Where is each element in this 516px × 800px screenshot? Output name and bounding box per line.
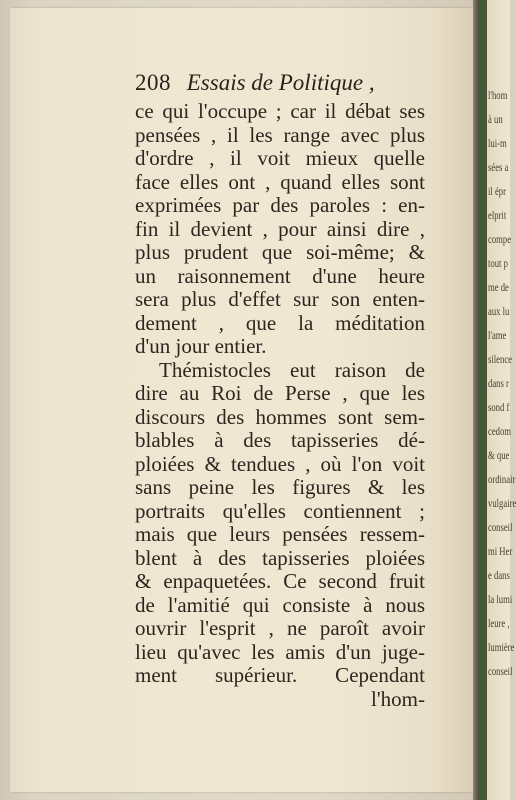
adjacent-page-fragment: e dans xyxy=(488,568,510,582)
adjacent-page-fragment: sées a xyxy=(488,160,509,174)
body-line: blables à des tapisseries dé- xyxy=(135,428,425,452)
body-line: d'ordre , il voit mieux quelle xyxy=(135,146,425,170)
adjacent-page-fragment: silence xyxy=(488,352,512,366)
body-line: lieu qu'avec les amis d'un juge- xyxy=(135,639,425,664)
body-line: pensées , il les range avec plus xyxy=(135,122,425,147)
text-block xyxy=(135,68,425,711)
body-line: face elles ont , quand elles sont xyxy=(135,169,425,194)
adjacent-page-fragment: compe xyxy=(488,232,512,246)
body-line: ouvrir l'esprit , ne paroît avoir xyxy=(135,616,425,640)
adjacent-page-fragment: conseil xyxy=(488,664,513,678)
body-line: d'un jour entier. xyxy=(135,334,267,358)
book-page xyxy=(10,8,473,792)
adjacent-page-fragment: mi Her xyxy=(488,544,513,558)
running-title: Essais de Politique , xyxy=(186,70,375,95)
body-line: ploiées & tendues , où l'on voit xyxy=(135,451,425,476)
body-line: dire au Roi de Perse , que les xyxy=(135,381,425,405)
body-line: un raisonnement d'une heure xyxy=(135,263,425,288)
adjacent-page-fragment: à un xyxy=(488,112,503,126)
adjacent-page-fragment: la lumi xyxy=(488,592,513,606)
body-line: fin il devient , pour ainsi dire , xyxy=(135,216,425,241)
adjacent-page-fragment: me de xyxy=(488,280,509,294)
adjacent-page-fragment: dans r xyxy=(488,376,509,390)
body-line: Thémistocles eut raison de xyxy=(159,357,425,382)
running-header xyxy=(135,68,425,98)
body-line: sera plus d'effet sur son enten- xyxy=(135,287,425,311)
body-line: exprimées par des paroles : en- xyxy=(135,193,425,217)
adjacent-page-fragment: tout p xyxy=(488,256,508,270)
catchword: l'hom- xyxy=(371,686,425,711)
body-line: plus prudent que soi-même; & xyxy=(135,240,425,264)
adjacent-page-fragment: cedom xyxy=(488,424,512,438)
body-line: portraits qu'elles contiennent ; xyxy=(135,498,425,523)
adjacent-page-fragment: aux lu xyxy=(488,304,510,318)
adjacent-page-fragment: elprit xyxy=(488,208,507,222)
adjacent-page-fragment: vulgaire xyxy=(488,496,516,510)
adjacent-page-fragment: ordinair xyxy=(488,472,516,486)
adjacent-page-fragment: l'ame xyxy=(488,328,507,342)
body-line: ce qui l'occupe ; car il débat ses xyxy=(135,99,425,123)
body-line: discours des hommes sont sem- xyxy=(135,404,425,429)
page-number: 208 xyxy=(135,70,171,95)
adjacent-page-fragment: l'hom xyxy=(488,88,508,102)
adjacent-page-fragment: sond f xyxy=(488,400,510,414)
binding-edge xyxy=(479,0,487,800)
body-line: dement , que la méditation xyxy=(135,310,425,335)
adjacent-page-fragment: lumière xyxy=(488,640,515,654)
body-line: blent à des tapisseries ploiées xyxy=(135,545,425,570)
body-line: mais que leurs pensées ressem- xyxy=(135,522,425,546)
adjacent-page-fragment: & que xyxy=(488,448,510,462)
body-line: ment supérieur. Cependant xyxy=(135,663,425,687)
adjacent-page xyxy=(487,0,516,800)
adjacent-page-fragment: conseil xyxy=(488,520,513,534)
adjacent-page-fragment: lui-m xyxy=(488,136,507,150)
body-line: de l'amitié qui consiste à nous xyxy=(135,592,425,617)
adjacent-page-fragment: il épr xyxy=(488,184,506,198)
body-line: & enpaquetées. Ce second fruit xyxy=(135,569,425,593)
body-line: sans peine les figures & les xyxy=(135,475,425,499)
adjacent-page-fragment: leure , xyxy=(488,616,510,630)
